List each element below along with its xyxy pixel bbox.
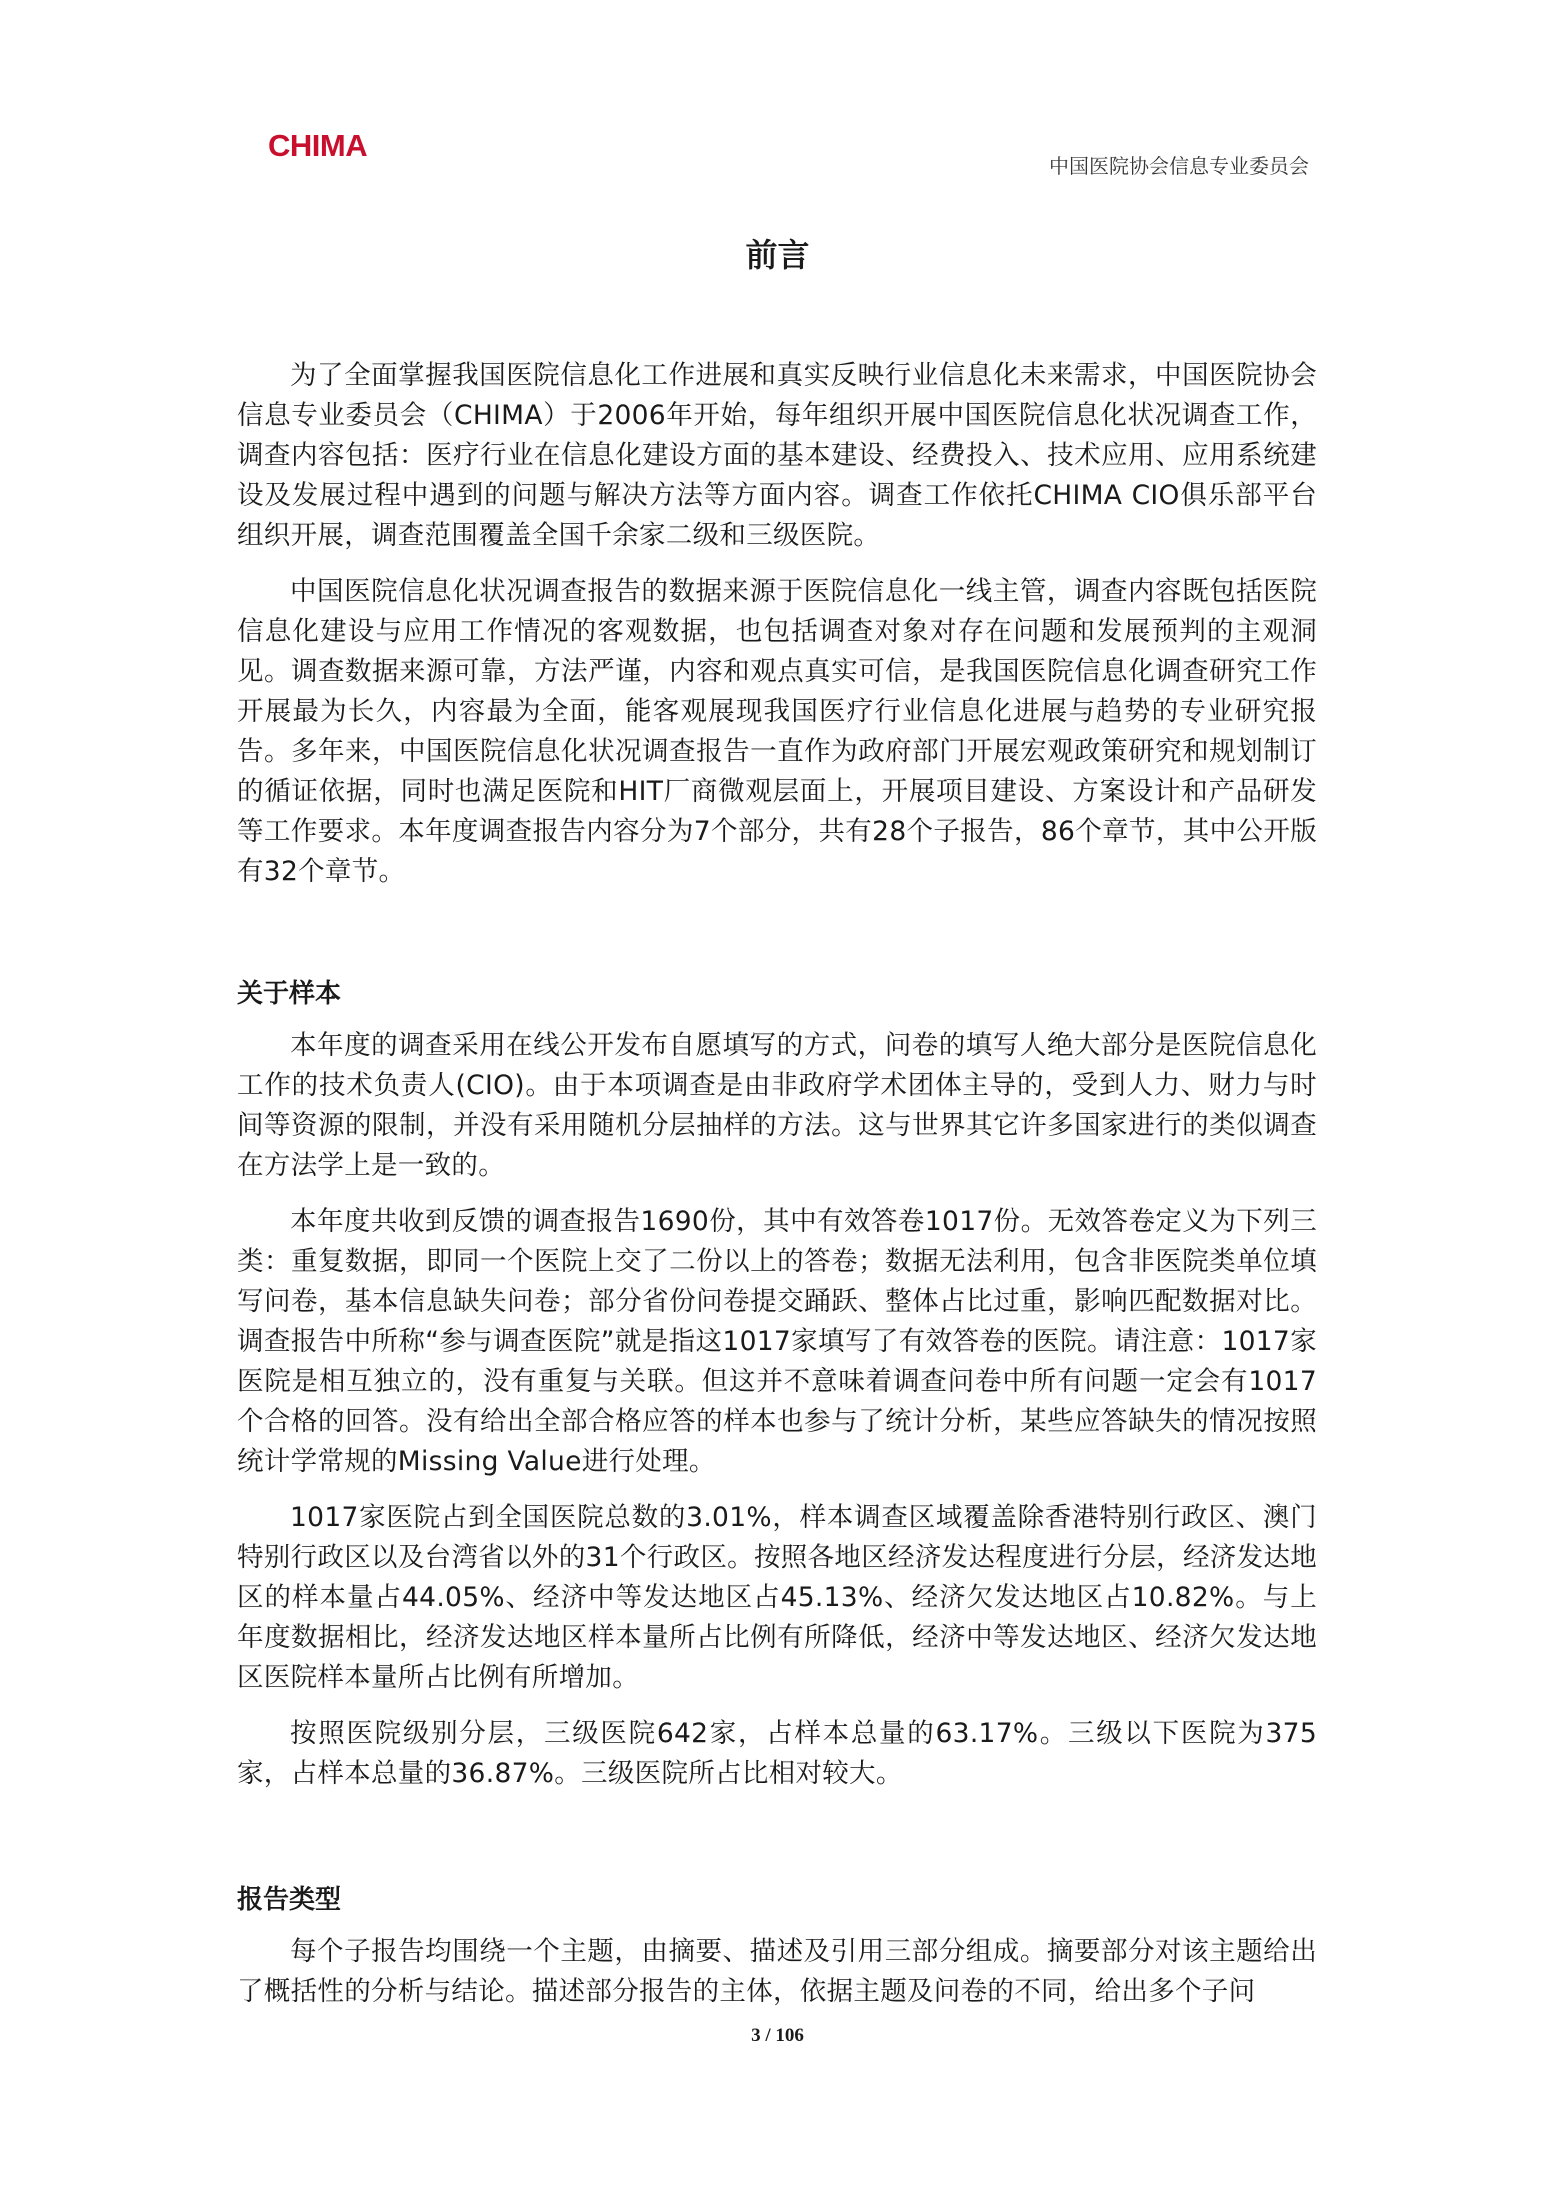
page-number: 3 / 106 (751, 2025, 804, 2046)
intro-paragraph: 为了全面掌握我国医院信息化工作进展和真实反映行业信息化未来需求，中国医院协会信息专业委员会（CHIMA）于2006年开始，每年组织开展中国医院信息化状况调查工作，调查内容包括：医疗行业在信息化建设方面的基本建设、经费投入、技术应用、应用系统建设及发展过程中遇到的问题与解决方法等方面内容。调查工作依托CHIMA CIO俱乐部平台组织开展，调查范围覆盖全国千余家二级和三级医院。 (237, 360, 1317, 551)
report-type-paragraph: 每个子报告均围绕一个主题，由摘要、描述及引用三部分组成。摘要部分对该主题给出了概括性的分析与结论。描述部分报告的主体，依据主题及问卷的不同，给出多个子问 (237, 1936, 1317, 2007)
organization-name: 中国医院协会信息专业委员会 (1049, 154, 1309, 178)
page-title: 前言 (745, 236, 810, 275)
chima-logo: CHIMA (268, 128, 368, 163)
section-heading-sample: 关于样本 (237, 979, 342, 1009)
sample-paragraph: 按照医院级别分层，三级医院642家，占样本总量的63.17%。三级以下医院为375家，占样本总量的36.87%。三级医院所占比相对较大。 (237, 1718, 1317, 1789)
sample-paragraph: 本年度的调查采用在线公开发布自愿填写的方式，问卷的填写人绝大部分是医院信息化工作的技术负责人(CIO)。由于本项调查是由非政府学术团体主导的，受到人力、财力与时间等资源的限制，并没有采用随机分层抽样的方法。这与世界其它许多国家进行的类似调查在方法学上是一致的。 (237, 1030, 1317, 1181)
sample-paragraph: 1017家医院占到全国医院总数的3.01%，样本调查区域覆盖除香港特别行政区、澳门特别行政区以及台湾省以外的31个行政区。按照各地区经济发达程度进行分层，经济发达地区的样本量占44.05%、经济中等发达地区占45.13%、经济欠发达地区占10.82%。与上年度数据相比，经济发达地区样本量所占比例有所降低，经济中等发达地区、经济欠发达地区医院样本量所占比例有所增加。 (237, 1502, 1317, 1693)
intro-paragraph: 中国医院信息化状况调查报告的数据来源于医院信息化一线主管，调查内容既包括医院信息化建设与应用工作情况的客观数据，也包括调查对象对存在问题和发展预判的主观洞见。调查数据来源可靠，方法严谨，内容和观点真实可信，是我国医院信息化调查研究工作开展最为长久，内容最为全面，能客观展现我国医疗行业信息化进展与趋势的专业研究报告。多年来，中国医院信息化状况调查报告一直作为政府部门开展宏观政策研究和规划制订的循证依据，同时也满足医院和HIT厂商微观层面上，开展项目建设、方案设计和产品研发等工作要求。本年度调查报告内容分为7个部分，共有28个子报告，86个章节，其中公开版有32个章节。 (237, 576, 1317, 887)
section-heading-report-type: 报告类型 (237, 1885, 342, 1915)
document-body (237, 356, 1317, 2028)
sample-paragraph: 本年度共收到反馈的调查报告1690份，其中有效答卷1017份。无效答卷定义为下列三类：重复数据，即同一个医院上交了二份以上的答卷；数据无法利用，包含非医院类单位填写问卷，基本信息缺失问卷；部分省份问卷提交踊跃、整体占比过重，影响匹配数据对比。调查报告中所称“参与调查医院”就是指这1017家填写了有效答卷的医院。请注意：1017家医院是相互独立的，没有重复与关联。但这并不意味着调查问卷中所有问题一定会有1017个合格的回答。没有给出全部合格应答的样本也参与了统计分析，某些应答缺失的情况按照统计学常规的Missing Value进行处理。 (237, 1206, 1317, 1477)
